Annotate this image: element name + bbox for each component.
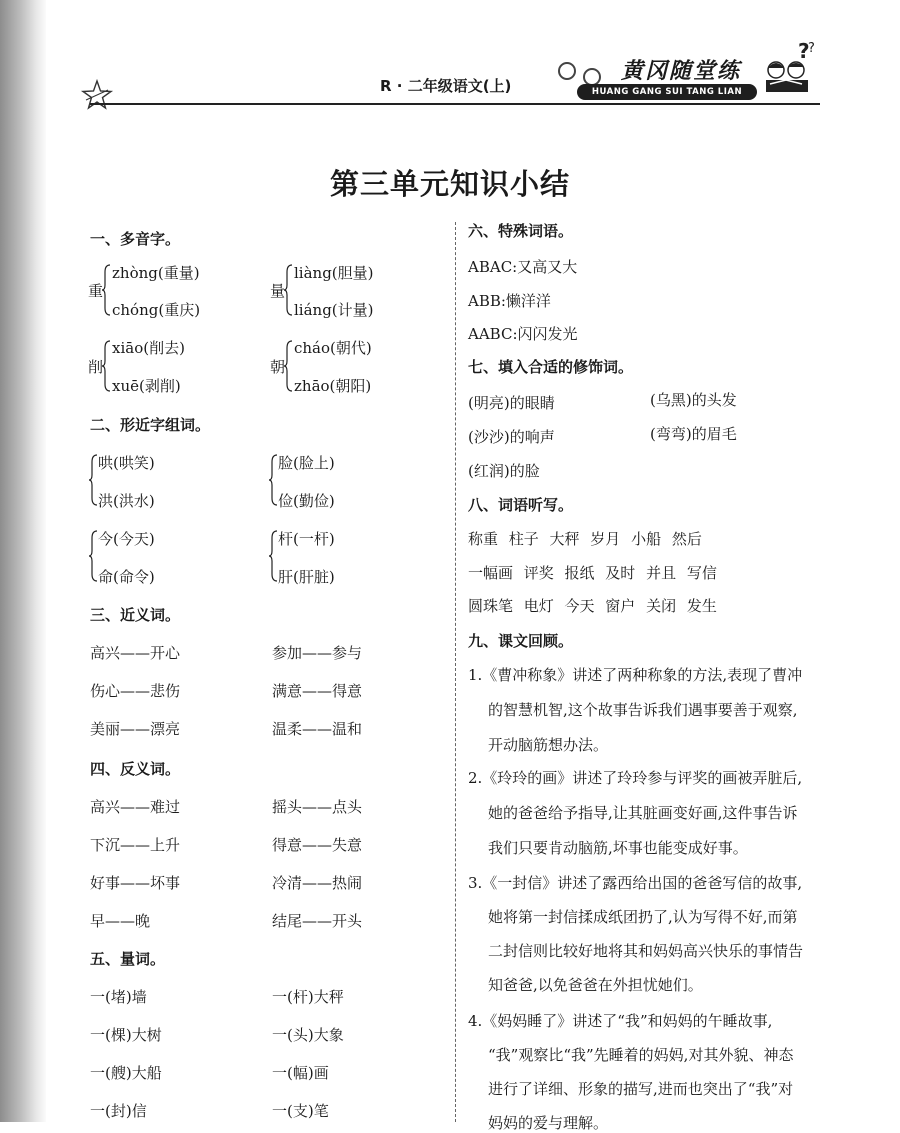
paragraph-line: “我”观察比“我”先睡着的妈妈,对其外貌、神态 [488,1046,794,1064]
brace [88,454,98,506]
paragraph-line: 1.《曹冲称象》讲述了两种称象的方法,表现了曹冲 [468,666,803,684]
measure-word: 一(幅)画 [272,1064,329,1082]
paragraph-line: 妈妈的爱与理解。 [488,1114,609,1132]
polyphone-reading: liáng(计量) [294,301,374,319]
polyphone-char: 削 [88,358,104,376]
modifier-phrase: (乌黑)的头发 [650,391,737,409]
synonym-pair: 温柔——温和 [272,720,363,738]
polyphone-reading: xuē(剥削) [112,377,181,395]
synonym-pair: 满意——得意 [272,682,363,700]
antonym-pair: 下沉——上升 [90,836,181,854]
similar-char-word: 脸(脸上) [278,454,335,472]
paragraph-line: 二封信则比较好地将其和妈妈高兴快乐的事情告 [488,942,804,960]
paragraph-line: 进行了详细、形象的描写,进而也突出了“我”对 [488,1080,794,1098]
brace [283,264,293,316]
svg-text:?: ? [798,40,810,63]
similar-char-word: 杆(一杆) [278,530,335,548]
measure-word: 一(棵)大树 [90,1026,162,1044]
antonym-pair: 结尾——开头 [272,912,363,930]
measure-word: 一(支)笔 [272,1102,329,1120]
paragraph-line: 她将第一封信揉成纸团扔了,认为写得不好,而第 [488,908,798,926]
section-heading: 三、近义词。 [90,606,181,624]
section-heading: 四、反义词。 [90,760,181,778]
antonym-pair: 高兴——难过 [90,798,181,816]
brace [88,530,98,582]
paragraph-line: 我们只要肯动脑筋,坏事也能变成好事。 [488,839,748,857]
column-divider [455,222,456,1122]
polyphone-reading: liàng(胆量) [294,264,374,282]
polyphone-reading: zhāo(朝阳) [294,377,372,395]
special-word: AABC:闪闪发光 [468,325,578,343]
section-heading: 九、课文回顾。 [468,632,574,650]
synonym-pair: 高兴——开心 [90,644,181,662]
polyphone-reading: xiāo(削去) [112,339,185,357]
svg-text:?: ? [808,41,815,56]
paragraph-line: 她的爸爸给予指导,让其脏画变好画,这件事告诉 [488,804,798,822]
antonym-pair: 得意——失意 [272,836,363,854]
special-word: ABAC:又高又大 [468,258,578,276]
brace [268,530,278,582]
polyphone-reading: zhòng(重量) [112,264,200,282]
synonym-pair: 伤心——悲伤 [90,682,181,700]
modifier-phrase: (沙沙)的响声 [468,428,555,446]
measure-word: 一(头)大象 [272,1026,344,1044]
measure-word: 一(艘)大船 [90,1064,162,1082]
synonym-pair: 美丽——漂亮 [90,720,181,738]
polyphone-reading: chóng(重庆) [112,301,201,319]
similar-char-word: 哄(哄笑) [98,454,155,472]
paragraph-line: 的智慧机智,这个故事告诉我们遇事要善于观察, [488,701,798,719]
ring-icon [558,62,576,80]
polyphone-char: 量 [270,282,286,300]
measure-word: 一(堵)墙 [90,988,147,1006]
brace [101,264,111,316]
antonym-pair: 冷清——热闹 [272,874,363,892]
section-heading: 六、特殊词语。 [468,222,574,240]
paragraph-line: 知爸爸,以免爸爸在外担忧她们。 [488,976,703,994]
brace [283,340,293,392]
brand-name-en: HUANG GANG SUI TANG LIAN [577,84,757,100]
paragraph-line: 3.《一封信》讲述了露西给出国的爸爸写信的故事, [468,874,803,892]
similar-char-word: 洪(洪水) [98,492,155,510]
dictation-row: 圆珠笔 电灯 今天 窗户 关闭 发生 [468,597,717,615]
measure-word: 一(封)信 [90,1102,147,1120]
brace [268,454,278,506]
section-heading: 二、形近字组词。 [90,416,211,434]
brand-logo [577,60,757,104]
section-heading: 八、词语听写。 [468,496,574,514]
modifier-phrase: (弯弯)的眉毛 [650,425,737,443]
similar-char-word: 命(命令) [98,568,155,586]
modifier-phrase: (明亮)的眼睛 [468,394,555,412]
similar-char-word: 俭(勤俭) [278,492,335,510]
header-subject: R · 二年级语文(上) [380,77,512,95]
paragraph-line: 2.《玲玲的画》讲述了玲玲参与评奖的画被弄脏后, [468,769,803,787]
paragraph-line: 开动脑筋想办法。 [488,736,609,754]
brand-name-cn: 黄冈随堂练 [621,58,742,84]
antonym-pair: 好事——坏事 [90,874,181,892]
special-word: ABB:懒洋洋 [468,292,551,310]
page-header [80,40,820,110]
polyphone-char: 重 [88,282,104,300]
brace [101,340,111,392]
synonym-pair: 参加——参与 [272,644,363,662]
star-icon [80,78,114,112]
antonym-pair: 早——晚 [90,912,151,930]
section-heading: 七、填入合适的修饰词。 [468,358,634,376]
dictation-row: 一幅画 评奖 报纸 及时 并且 写信 [468,564,717,582]
polyphone-reading: cháo(朝代) [294,339,372,357]
dictation-row: 称重 柱子 大秤 岁月 小船 然后 [468,530,702,548]
kids-reading-icon [760,40,822,100]
polyphone-char: 朝 [270,358,286,376]
measure-word: 一(杆)大秤 [272,988,344,1006]
similar-char-word: 肝(肝脏) [278,568,335,586]
section-heading: 一、多音字。 [90,230,181,248]
section-heading: 五、量词。 [90,950,166,968]
paragraph-line: 4.《妈妈睡了》讲述了“我”和妈妈的午睡故事, [468,1012,773,1030]
antonym-pair: 摇头——点头 [272,798,363,816]
similar-char-word: 今(今天) [98,530,155,548]
page-title: 第三单元知识小结 [329,167,570,201]
modifier-phrase: (红润)的脸 [468,462,540,480]
